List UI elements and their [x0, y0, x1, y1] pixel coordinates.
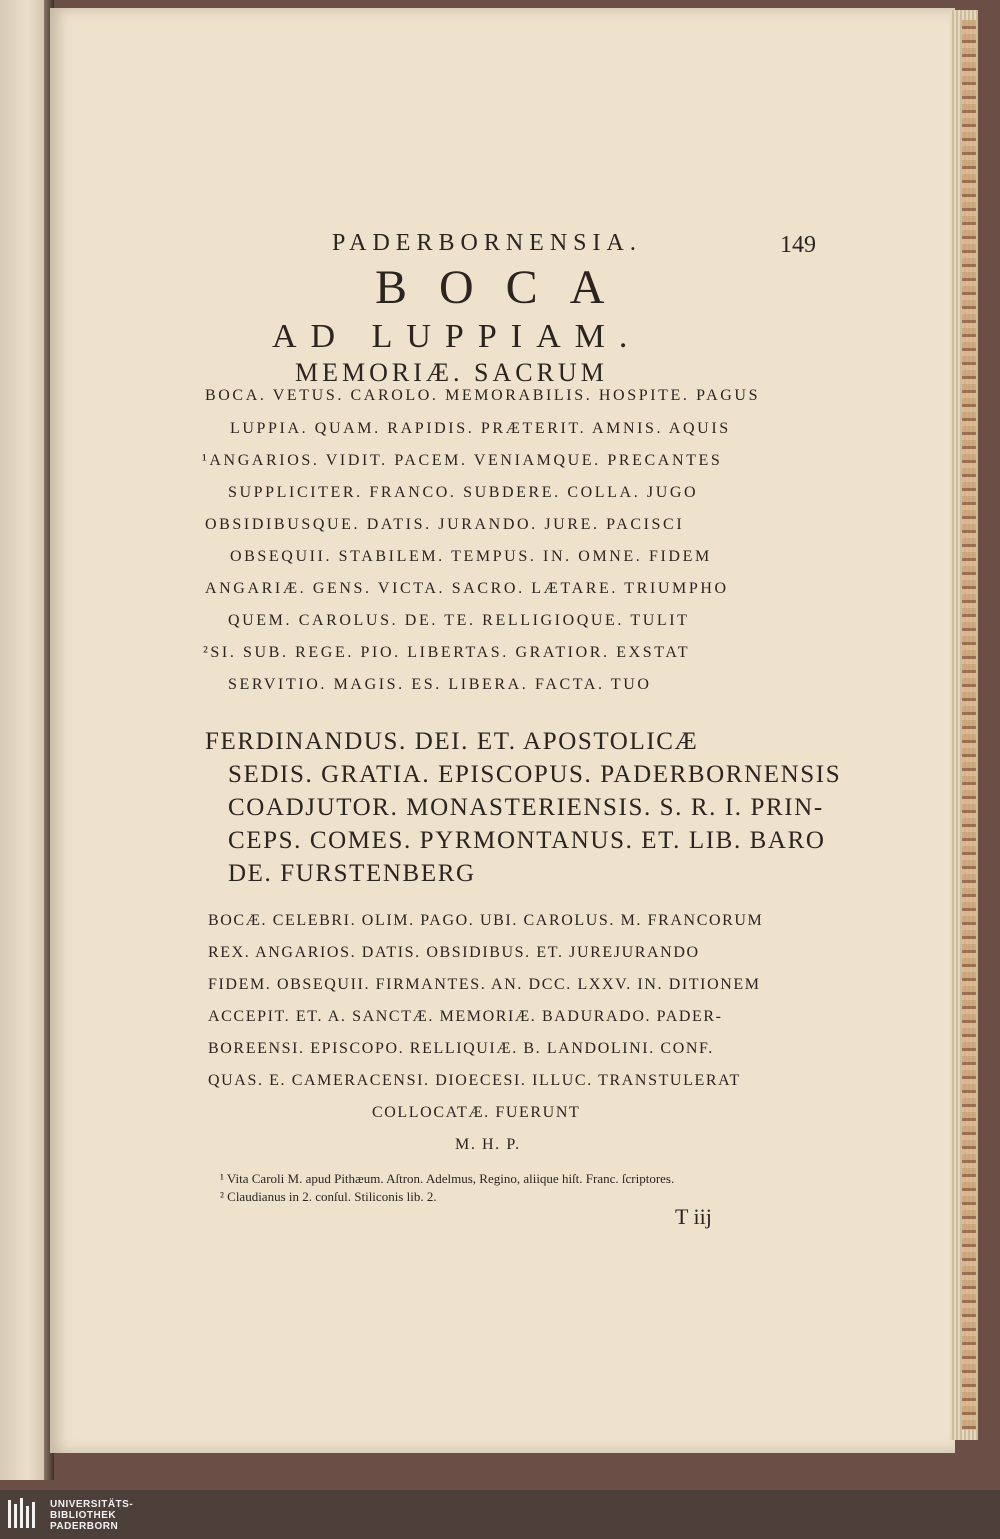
poem-line: ²SI. SUB. REGE. PIO. LIBERTAS. GRATIOR. EXSTAT — [203, 644, 691, 661]
poem-line: QUEM. CAROLUS. DE. TE. RELLIGIOQUE. TULIT — [228, 612, 690, 629]
dedicator-line: SEDIS. GRATIA. EPISCOPUS. PADERBORNENSIS — [228, 761, 842, 788]
dedication-line: MEMORIÆ. SACRUM — [295, 358, 608, 387]
left-page-edge — [0, 0, 50, 1480]
prose-line: COLLOCATÆ. FUERUNT — [372, 1104, 581, 1121]
prose-line: ACCEPIT. ET. A. SANCTÆ. MEMORIÆ. BADURADO. PADER- — [208, 1008, 723, 1025]
poem-line: ANGARIÆ. GENS. VICTA. SACRO. LÆTARE. TRIUMPHO — [205, 580, 729, 597]
poem-line: LUPPIA. QUAM. RAPIDIS. PRÆTERIT. AMNIS. AQUIS — [230, 420, 731, 437]
dedicator-line: DE. FURSTENBERG — [228, 860, 476, 887]
signature-mark: T iij — [675, 1204, 712, 1229]
library-name-line: PADERBORN — [50, 1521, 119, 1532]
page-content — [50, 8, 955, 1453]
library-logo-icon — [6, 1496, 40, 1532]
mhp-line: M. H. P. — [455, 1136, 521, 1153]
inscription-title: BOCA — [375, 261, 637, 314]
library-name-line: BIBLIOTHEK — [50, 1510, 117, 1521]
poem-line: BOCA. VETUS. CAROLO. MEMORABILIS. HOSPITE. PAGUS — [205, 387, 761, 404]
poem-line: SERVITIO. MAGIS. ES. LIBERA. FACTA. TUO — [228, 676, 652, 693]
prose-line: BOCÆ. CELEBRI. OLIM. PAGO. UBI. CAROLUS. M. FRANCORUM — [208, 912, 764, 929]
footnote: ² Claudianus in 2. conſul. Stiliconis lib. 2. — [220, 1189, 437, 1204]
prose-line: QUAS. E. CAMERACENSI. DIOECESI. ILLUC. TRANSTULERAT — [208, 1072, 741, 1089]
running-head: PADERBORNENSIA. — [332, 230, 642, 256]
marbled-cover-edge — [962, 20, 976, 1430]
dedicator-line: FERDINANDUS. DEI. ET. APOSTOLICÆ — [205, 728, 699, 755]
library-name — [50, 1499, 133, 1532]
dedicator-line: CEPS. COMES. PYRMONTANUS. ET. LIB. BARO — [228, 827, 826, 854]
poem-line: SUPPLICITER. FRANCO. SUBDERE. COLLA. JUGO — [228, 484, 699, 501]
library-footer — [0, 1490, 1000, 1539]
page-number: 149 — [780, 232, 816, 258]
prose-line: BOREENSI. EPISCOPO. RELLIQUIÆ. B. LANDOLINI. CONF. — [208, 1040, 714, 1057]
poem-line: ¹ANGARIOS. VIDIT. PACEM. VENIAMQUE. PRECANTES — [202, 452, 723, 469]
dedicator-line: COADJUTOR. MONASTERIENSIS. S. R. I. PRIN- — [228, 794, 824, 821]
footnote: ¹ Vita Caroli M. apud Pithæum. Aſtron. Adelmus, Regino, aliique hiſt. Franc. ſcriptores. — [220, 1171, 675, 1186]
library-name-line: UNIVERSITÄTS- — [50, 1499, 134, 1510]
inscription-subtitle: AD LUPPIAM. — [272, 318, 642, 355]
poem-line: OBSEQUII. STABILEM. TEMPUS. IN. OMNE. FIDEM — [230, 548, 712, 565]
prose-line: REX. ANGARIOS. DATIS. OBSIDIBUS. ET. JUREJURANDO — [208, 944, 700, 961]
poem-line: OBSIDIBUSQUE. DATIS. JURANDO. JURE. PACISCI — [205, 516, 685, 533]
prose-line: FIDEM. OBSEQUII. FIRMANTES. AN. DCC. LXXV. IN. DITIONEM — [208, 976, 761, 993]
